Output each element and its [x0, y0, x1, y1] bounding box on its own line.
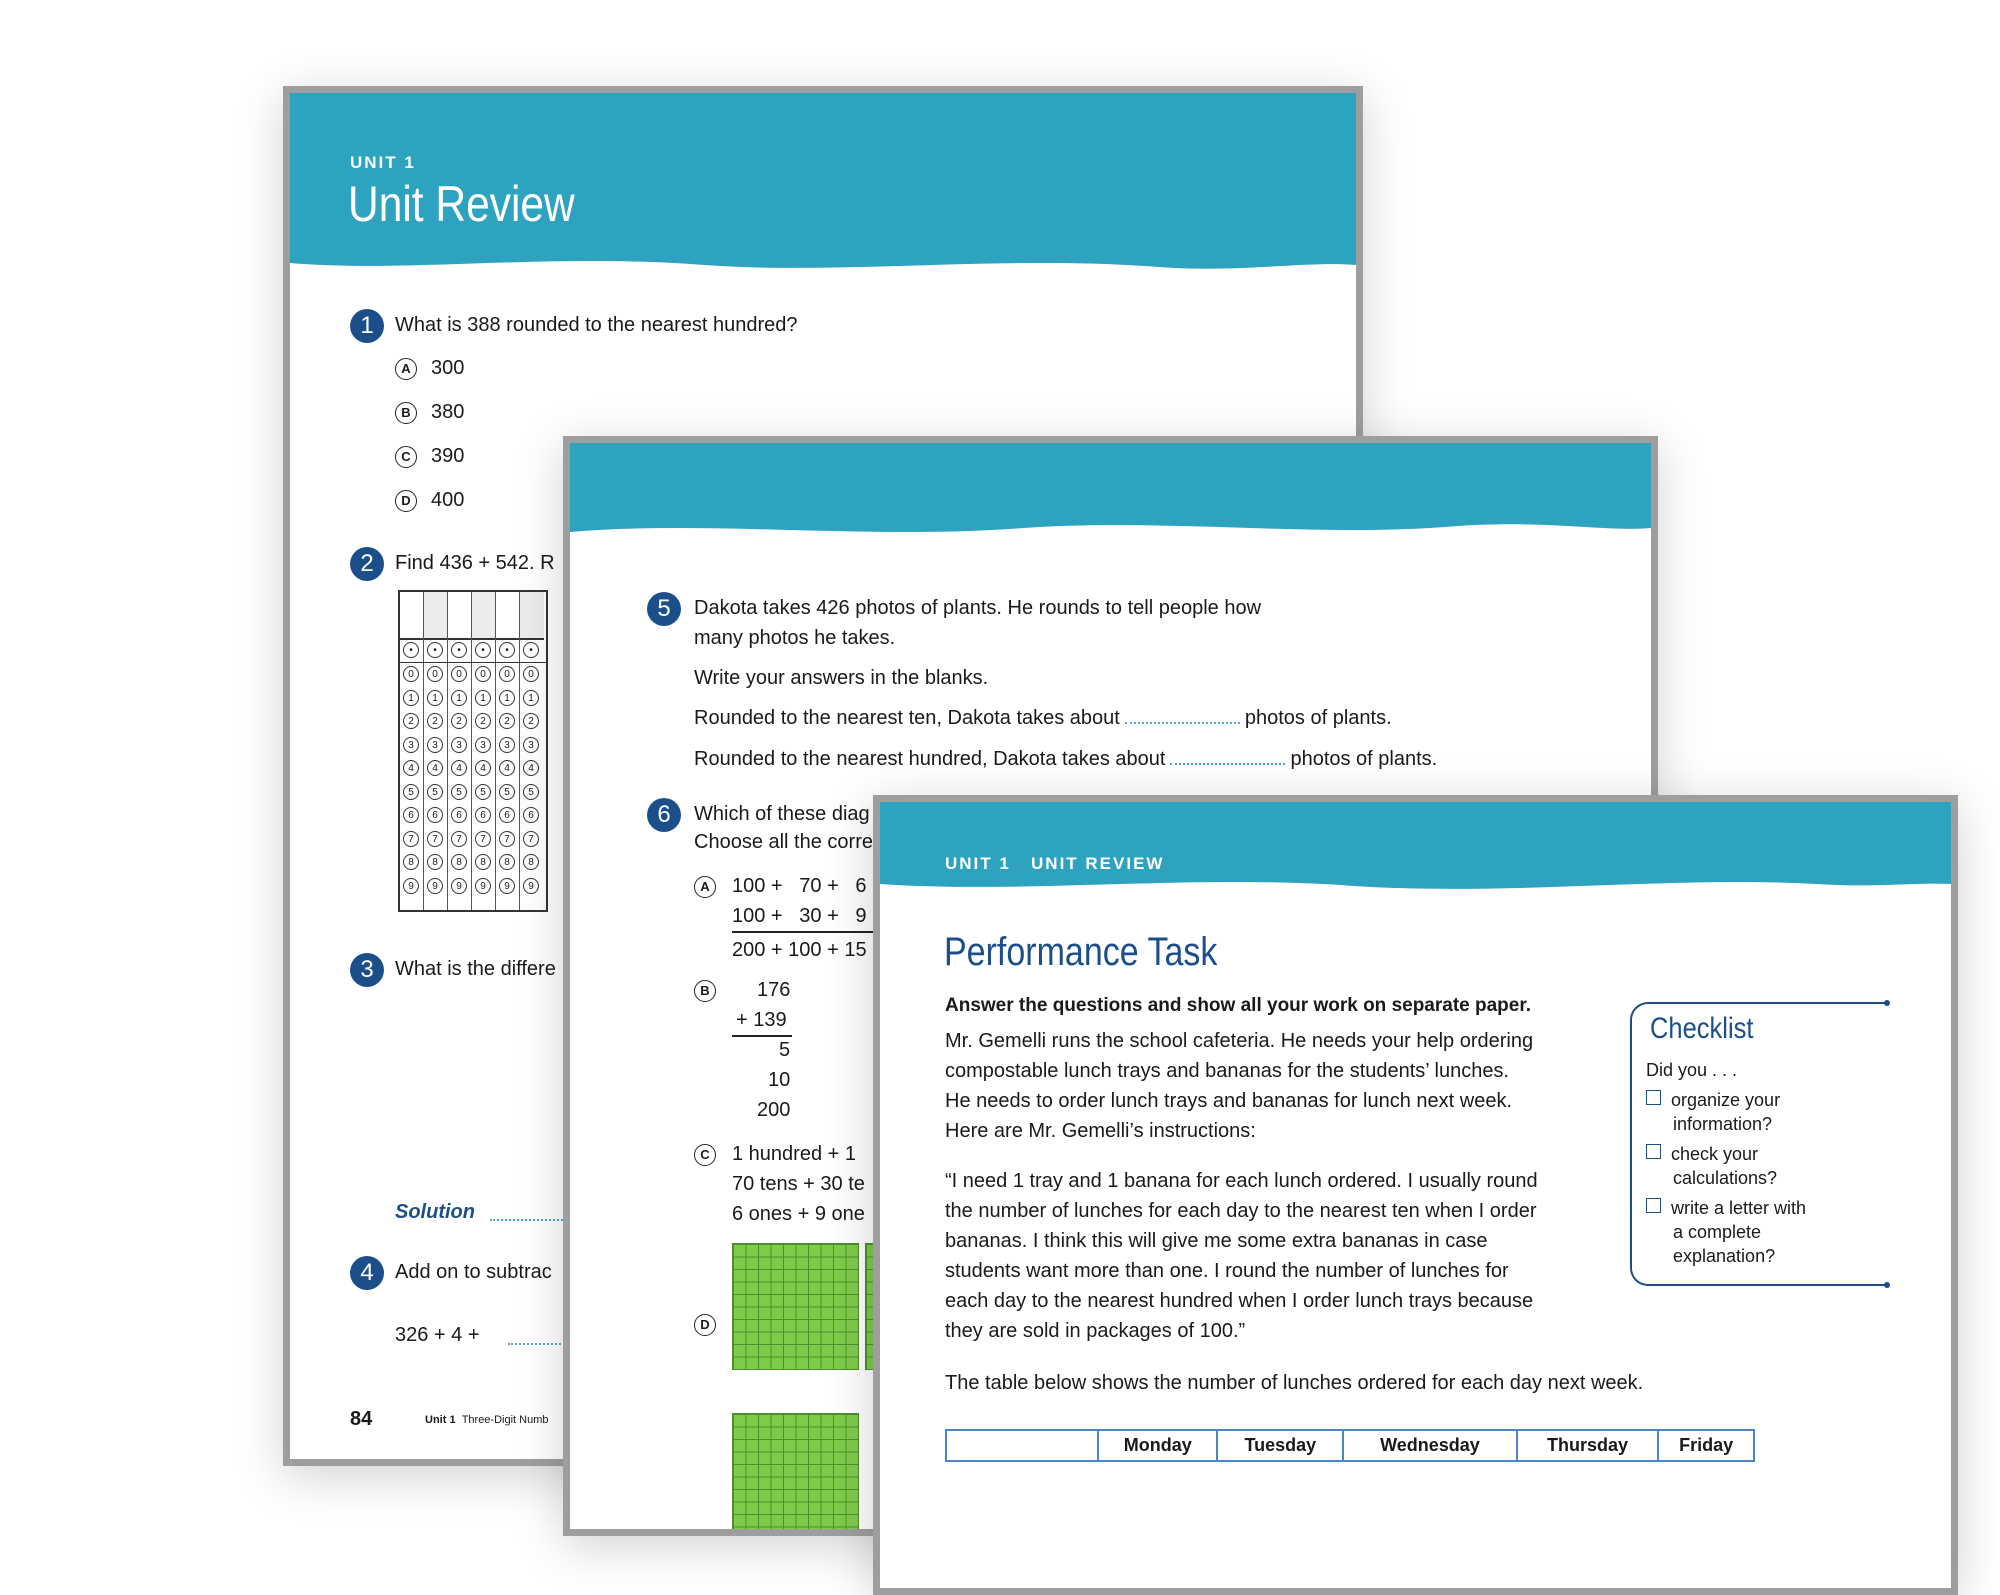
- digit-bubble[interactable]: 0: [499, 666, 515, 682]
- digit-bubble[interactable]: 4: [427, 760, 443, 776]
- grid-divider: [400, 662, 546, 663]
- q1-option-c[interactable]: C 390: [395, 445, 464, 468]
- digit-bubble[interactable]: 6: [523, 807, 539, 823]
- digit-bubble[interactable]: 0: [403, 666, 419, 682]
- digit-bubble[interactable]: 4: [523, 760, 539, 776]
- q4-expression: 326 + 4 +: [395, 1324, 480, 1346]
- para2-line-3: bananas. I think this will give me some extra bananas in case: [945, 1230, 1488, 1252]
- instruction-text: Answer the questions and show all your work on separate paper.: [945, 995, 1531, 1016]
- option-c-bubble[interactable]: C: [694, 1144, 716, 1166]
- digit-bubble[interactable]: 4: [451, 760, 467, 776]
- option-d-bubble[interactable]: D: [395, 490, 417, 512]
- digit-bubble[interactable]: 8: [523, 854, 539, 870]
- q6-line-2: Choose all the corre: [694, 831, 873, 853]
- performance-task-page: [873, 795, 1958, 1595]
- checklist-item-1[interactable]: organize your information?: [1646, 1088, 1780, 1136]
- footer-text: Unit 1 Three-Digit Numb: [425, 1414, 549, 1426]
- grid-column[interactable]: [496, 592, 520, 910]
- checkbox-1[interactable]: [1646, 1090, 1661, 1105]
- para1-line-2: compostable lunch trays and bananas for the students’ lunches.: [945, 1060, 1510, 1082]
- checklist-item-2[interactable]: check your calculations?: [1646, 1142, 1777, 1190]
- q6-option-b[interactable]: [694, 979, 730, 1002]
- question-number-4: 4: [350, 1256, 384, 1290]
- digit-bubble[interactable]: 3: [523, 737, 539, 753]
- decimal-bubble[interactable]: •: [451, 642, 467, 658]
- table-header-tuesday: Tuesday: [1217, 1430, 1343, 1461]
- option-c-row-3: 6 ones + 9 one: [732, 1203, 865, 1225]
- question-number-1: 1: [350, 309, 384, 343]
- digit-bubble[interactable]: 1: [427, 690, 443, 706]
- lunch-table: [945, 1429, 1755, 1462]
- grid-write-in-cell[interactable]: [472, 592, 495, 640]
- q6-option-a[interactable]: [694, 875, 730, 898]
- digit-bubble[interactable]: 2: [427, 713, 443, 729]
- option-b-row-4: 10: [768, 1069, 791, 1091]
- option-a-bubble[interactable]: A: [395, 358, 417, 380]
- grid-column[interactable]: [520, 592, 544, 910]
- question-1-text: What is 388 rounded to the nearest hundred?: [395, 314, 798, 336]
- checklist-dot-top: [1884, 1000, 1890, 1006]
- para2-line-4: students want more than one. I round the number of lunches for: [945, 1260, 1509, 1282]
- digit-bubble[interactable]: 6: [427, 807, 443, 823]
- para1-line-4: Here are Mr. Gemelli’s instructions:: [945, 1120, 1256, 1142]
- digit-bubble[interactable]: 5: [451, 784, 467, 800]
- option-a-sum-line: [732, 931, 892, 933]
- digit-bubble[interactable]: 7: [403, 831, 419, 847]
- checkbox-2[interactable]: [1646, 1144, 1661, 1159]
- digit-bubble[interactable]: 7: [451, 831, 467, 847]
- para2-line-6: they are sold in packages of 100.”: [945, 1320, 1246, 1342]
- q5-line-4: Rounded to the nearest ten, Dakota takes about photos of plants.: [694, 707, 1392, 729]
- q5-line-1: Dakota takes 426 photos of plants. He rounds to tell people how: [694, 597, 1262, 619]
- header-unit: UNIT 1 UNIT REVIEW: [945, 854, 1165, 873]
- digit-bubble[interactable]: 8: [499, 854, 515, 870]
- q1-option-b[interactable]: B 380: [395, 401, 464, 424]
- q6-option-c[interactable]: [694, 1143, 730, 1166]
- grid-column[interactable]: [424, 592, 448, 910]
- checklist-dot-bottom: [1884, 1282, 1890, 1288]
- q1-option-a[interactable]: A 300: [395, 357, 464, 380]
- digit-bubble[interactable]: 3: [451, 737, 467, 753]
- q6-option-d[interactable]: [694, 1313, 730, 1336]
- q5-line-2: many photos he takes.: [694, 627, 896, 649]
- grid-write-in-cell[interactable]: [448, 592, 471, 640]
- digit-bubble[interactable]: 2: [475, 713, 491, 729]
- decimal-bubble[interactable]: •: [475, 642, 491, 658]
- checklist-box: [1630, 1002, 1887, 1286]
- digit-bubble[interactable]: 9: [475, 878, 491, 894]
- digit-bubble[interactable]: 8: [451, 854, 467, 870]
- option-a-bubble[interactable]: A: [694, 876, 716, 898]
- table-header-row: [946, 1430, 1754, 1461]
- answer-grid[interactable]: [398, 590, 548, 912]
- page-title: Unit Review: [348, 176, 575, 232]
- digit-bubble[interactable]: 7: [499, 831, 515, 847]
- digit-bubble[interactable]: 0: [475, 666, 491, 682]
- digit-bubble[interactable]: 6: [475, 807, 491, 823]
- grid-write-in-cell[interactable]: [520, 592, 544, 640]
- digit-bubble[interactable]: 0: [427, 666, 443, 682]
- table-header-thursday: Thursday: [1517, 1430, 1659, 1461]
- checkbox-3[interactable]: [1646, 1198, 1661, 1213]
- table-header-blank: [946, 1430, 1098, 1461]
- para1-line-3: He needs to order lunch trays and bananas for lunch next week.: [945, 1090, 1513, 1112]
- option-c-row-2: 70 tens + 30 te: [732, 1173, 865, 1195]
- option-c-bubble[interactable]: C: [395, 446, 417, 468]
- grid-column[interactable]: [400, 592, 424, 910]
- question-number-3: 3: [350, 953, 384, 987]
- digit-bubble[interactable]: 9: [523, 878, 539, 894]
- digit-bubble[interactable]: 1: [475, 690, 491, 706]
- solution-blank[interactable]: [490, 1219, 570, 1221]
- grid-write-in-cell[interactable]: [424, 592, 447, 640]
- option-c-row-1: 1 hundred + 1: [732, 1143, 856, 1165]
- digit-bubble[interactable]: 7: [475, 831, 491, 847]
- option-b-row-3: 5: [779, 1039, 791, 1061]
- digit-bubble[interactable]: 9: [451, 878, 467, 894]
- digit-bubble[interactable]: 7: [523, 831, 539, 847]
- base-ten-block-hundred-3: [732, 1413, 859, 1536]
- q4-blank[interactable]: [508, 1343, 568, 1345]
- option-d-bubble[interactable]: D: [694, 1314, 716, 1336]
- checklist-item-3[interactable]: write a letter with a complete explanation?: [1646, 1196, 1806, 1268]
- table-header-friday: Friday: [1658, 1430, 1754, 1461]
- q5-line-5: Rounded to the nearest hundred, Dakota takes about photos of plants.: [694, 748, 1438, 770]
- digit-bubble[interactable]: 8: [475, 854, 491, 870]
- para2-line-2: the number of lunches for each day to the nearest ten when I order: [945, 1200, 1537, 1222]
- decimal-bubble[interactable]: •: [523, 642, 539, 658]
- option-b-bubble[interactable]: B: [694, 980, 716, 1002]
- para1-line-1: Mr. Gemelli runs the school cafeteria. He needs your help ordering: [945, 1030, 1534, 1052]
- digit-bubble[interactable]: 0: [523, 666, 539, 682]
- header-band-2: [570, 443, 1651, 543]
- question-4-text: Add on to subtrac: [395, 1261, 552, 1283]
- page-number: 84: [350, 1408, 373, 1430]
- checklist-intro: Did you . . .: [1646, 1060, 1738, 1080]
- nearest-hundred-blank[interactable]: [1170, 749, 1285, 765]
- decimal-bubble[interactable]: •: [403, 642, 419, 658]
- digit-bubble[interactable]: 5: [427, 784, 443, 800]
- header-section: UNIT REVIEW: [1031, 854, 1165, 873]
- option-b-row-2: + 139: [736, 1009, 787, 1031]
- digit-bubble[interactable]: 1: [523, 690, 539, 706]
- question-number-6: 6: [647, 798, 681, 832]
- option-a-row-3: 200 + 100 + 15: [732, 939, 867, 961]
- digit-bubble[interactable]: 2: [499, 713, 515, 729]
- option-b-bubble[interactable]: B: [395, 402, 417, 424]
- digit-bubble[interactable]: 0: [451, 666, 467, 682]
- q1-option-d[interactable]: D 400: [395, 489, 464, 512]
- para2-line-5: each day to the nearest hundred when I order lunch trays because: [945, 1290, 1534, 1312]
- question-number-5: 5: [647, 592, 681, 626]
- option-a-row-2: 100 + 30 + 9: [732, 905, 867, 927]
- digit-bubble[interactable]: 6: [499, 807, 515, 823]
- decimal-bubble[interactable]: •: [499, 642, 515, 658]
- table-intro: The table below shows the number of lunches ordered for each day next week.: [945, 1372, 1644, 1394]
- digit-bubble[interactable]: 7: [427, 831, 443, 847]
- table-header-monday: Monday: [1098, 1430, 1217, 1461]
- grid-write-in-cell[interactable]: [496, 592, 519, 640]
- para2-line-1: “I need 1 tray and 1 banana for each lunch ordered. I usually round: [945, 1170, 1538, 1192]
- q5-line-3: Write your answers in the blanks.: [694, 667, 989, 689]
- digit-bubble[interactable]: 9: [403, 878, 419, 894]
- digit-bubble[interactable]: 1: [451, 690, 467, 706]
- digit-bubble[interactable]: 3: [499, 737, 515, 753]
- performance-task-title: Performance Task: [944, 930, 1218, 974]
- digit-bubble[interactable]: 6: [403, 807, 419, 823]
- option-b-row-1: 176: [757, 979, 791, 1001]
- question-2-text: Find 436 + 542. R: [395, 552, 555, 574]
- digit-bubble[interactable]: 5: [403, 784, 419, 800]
- digit-bubble[interactable]: 1: [403, 690, 419, 706]
- digit-bubble[interactable]: 3: [427, 737, 443, 753]
- nearest-ten-blank[interactable]: [1125, 708, 1240, 724]
- base-ten-block-hundred-1: [732, 1243, 859, 1370]
- table-header-wednesday: Wednesday: [1343, 1430, 1517, 1461]
- digit-bubble[interactable]: 5: [523, 784, 539, 800]
- digit-bubble[interactable]: 3: [475, 737, 491, 753]
- digit-bubble[interactable]: 6: [451, 807, 467, 823]
- digit-bubble[interactable]: 2: [403, 713, 419, 729]
- option-a-row-1: 100 + 70 + 6: [732, 875, 867, 897]
- digit-bubble[interactable]: 2: [523, 713, 539, 729]
- q6-line-1: Which of these diag: [694, 803, 870, 825]
- digit-bubble[interactable]: 2: [451, 713, 467, 729]
- digit-bubble[interactable]: 8: [403, 854, 419, 870]
- digit-bubble[interactable]: 4: [475, 760, 491, 776]
- digit-bubble[interactable]: 3: [403, 737, 419, 753]
- question-number-2: 2: [350, 547, 384, 581]
- grid-column[interactable]: [448, 592, 472, 910]
- header-band-3: [880, 802, 1951, 897]
- option-b-row-5: 200: [757, 1099, 791, 1121]
- checklist-title: Checklist: [1650, 1012, 1754, 1045]
- digit-bubble[interactable]: 5: [475, 784, 491, 800]
- digit-bubble[interactable]: 8: [427, 854, 443, 870]
- digit-bubble[interactable]: 4: [499, 760, 515, 776]
- question-3-text: What is the differe: [395, 958, 556, 980]
- grid-write-in-cell[interactable]: [400, 592, 423, 640]
- digit-bubble[interactable]: 5: [499, 784, 515, 800]
- grid-column[interactable]: [472, 592, 496, 910]
- digit-bubble[interactable]: 4: [403, 760, 419, 776]
- unit-label: UNIT 1: [350, 153, 416, 172]
- digit-bubble[interactable]: 9: [427, 878, 443, 894]
- decimal-bubble[interactable]: •: [427, 642, 443, 658]
- solution-label: Solution: [395, 1201, 475, 1223]
- digit-bubble[interactable]: 1: [499, 690, 515, 706]
- option-b-sum-line: [732, 1035, 792, 1037]
- digit-bubble[interactable]: 9: [499, 878, 515, 894]
